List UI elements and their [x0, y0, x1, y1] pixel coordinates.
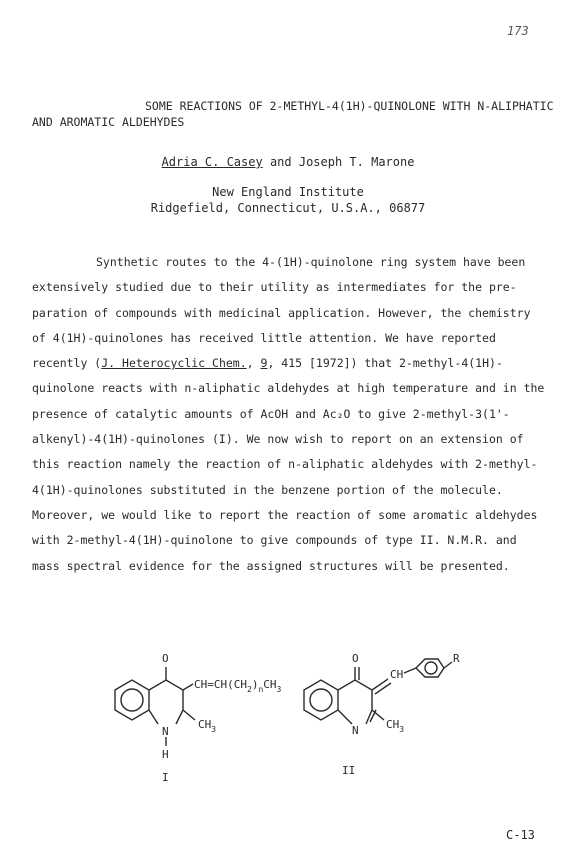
- structure-label-i: I: [162, 771, 169, 784]
- chain-bond-i: [183, 684, 193, 690]
- author-casey: Adria C. Casey: [161, 155, 263, 169]
- citation-prefix: recently (: [32, 356, 102, 371]
- oxygen-label-ii: O: [352, 652, 359, 665]
- body-line: this reaction namely the reaction of n-aliphatic aldehydes with 2-methyl-: [32, 457, 538, 472]
- methyl-bond-i: [183, 710, 195, 720]
- benzene-ring-ii: [304, 680, 338, 720]
- aromatic-circle-ii: [310, 689, 332, 711]
- affiliation-institute: New England Institute: [212, 185, 364, 199]
- citation-separator: ,: [246, 356, 261, 371]
- body-line: paration of compounds with medicinal application. However, the chemistry: [32, 305, 531, 320]
- affiliation-address: Ridgefield, Connecticut, U.S.A., 06877: [150, 201, 426, 215]
- structure-i: [115, 652, 282, 784]
- body-line-citation: [32, 355, 552, 380]
- structures-svg: [90, 640, 510, 790]
- ring-ii: [338, 680, 372, 724]
- benzene-ring-i: [115, 680, 149, 720]
- title-line-2: AND AROMATIC ALDEHYDES: [32, 115, 185, 129]
- footer-code: C-13: [506, 828, 535, 842]
- author-marone: Joseph T. Marone: [298, 155, 415, 169]
- methyl-label-i: $CH_3$: [198, 718, 217, 734]
- body-line: extensively studied due to their utility as intermediates for the pre-: [32, 280, 517, 295]
- hydrogen-label-i: H: [162, 748, 169, 761]
- nitrogen-label-i: N: [162, 725, 169, 738]
- phenyl-circle-ii: [425, 662, 437, 674]
- chemical-structures: [90, 640, 510, 790]
- body-line: with 2-methyl-4(1H)-quinolone to give compounds of type II. N.M.R. and: [32, 533, 517, 548]
- oxygen-label-i: O: [162, 652, 169, 665]
- bond-n-i: [149, 710, 158, 724]
- body-line: of 4(1H)-quinolones has received little attention. We have reported: [32, 330, 496, 345]
- aryl-bond-ii: [404, 668, 416, 673]
- body-line: mass spectral evidence for the assigned structures will be presented.: [32, 558, 510, 573]
- body-line: Synthetic routes to the 4-(1H)-quinolone ring system have been: [96, 255, 526, 269]
- body-line: presence of catalytic amounts of AcOH and Ac₂O to give 2-methyl-3(1'-: [32, 406, 510, 421]
- journal-volume: 9: [260, 356, 268, 371]
- exo-double-bond-2-ii: [375, 683, 391, 694]
- aromatic-circle-i: [121, 689, 143, 711]
- r-group-label: R: [453, 652, 460, 665]
- bond-n-ii: [338, 710, 352, 724]
- citation-suffix: , 415 [1972]) that 2-methyl-4(1H)-: [267, 356, 503, 371]
- authors-joiner: and: [269, 155, 292, 169]
- page-number: 173: [507, 24, 529, 38]
- alkenyl-chain-i: $CH=CH(CH_2)_nCH_3$: [194, 678, 282, 694]
- nitrogen-label-ii: N: [352, 724, 359, 737]
- journal-name: J. Heterocyclic Chem.: [101, 356, 247, 371]
- ch-label-ii: CH: [390, 668, 404, 681]
- exo-double-bond-ii: [372, 679, 388, 690]
- structure-ii: [304, 652, 460, 777]
- r-bond-ii: [444, 662, 452, 668]
- body-line: 4(1H)-quinolones substituted in the benzene portion of the molecule.: [32, 482, 503, 497]
- title-line-1: SOME REACTIONS OF 2-METHYL-4(1H)-QUINOLONE WITH N-ALIPHATIC: [145, 99, 554, 113]
- structure-label-ii: II: [342, 764, 356, 777]
- abstract-body: [32, 254, 552, 583]
- body-line: quinolone reacts with n-aliphatic aldehydes at high temperature and in the: [32, 381, 545, 396]
- paper-title: [32, 98, 552, 130]
- body-line: alkenyl)-4(1H)-quinolones (I). We now wish to report on an extension of: [32, 432, 524, 447]
- methyl-label-ii: $CH_3$: [386, 718, 405, 734]
- authors: [0, 155, 576, 169]
- body-line: Moreover, we would like to report the reaction of some aromatic aldehydes: [32, 507, 538, 522]
- affiliation: [0, 184, 576, 216]
